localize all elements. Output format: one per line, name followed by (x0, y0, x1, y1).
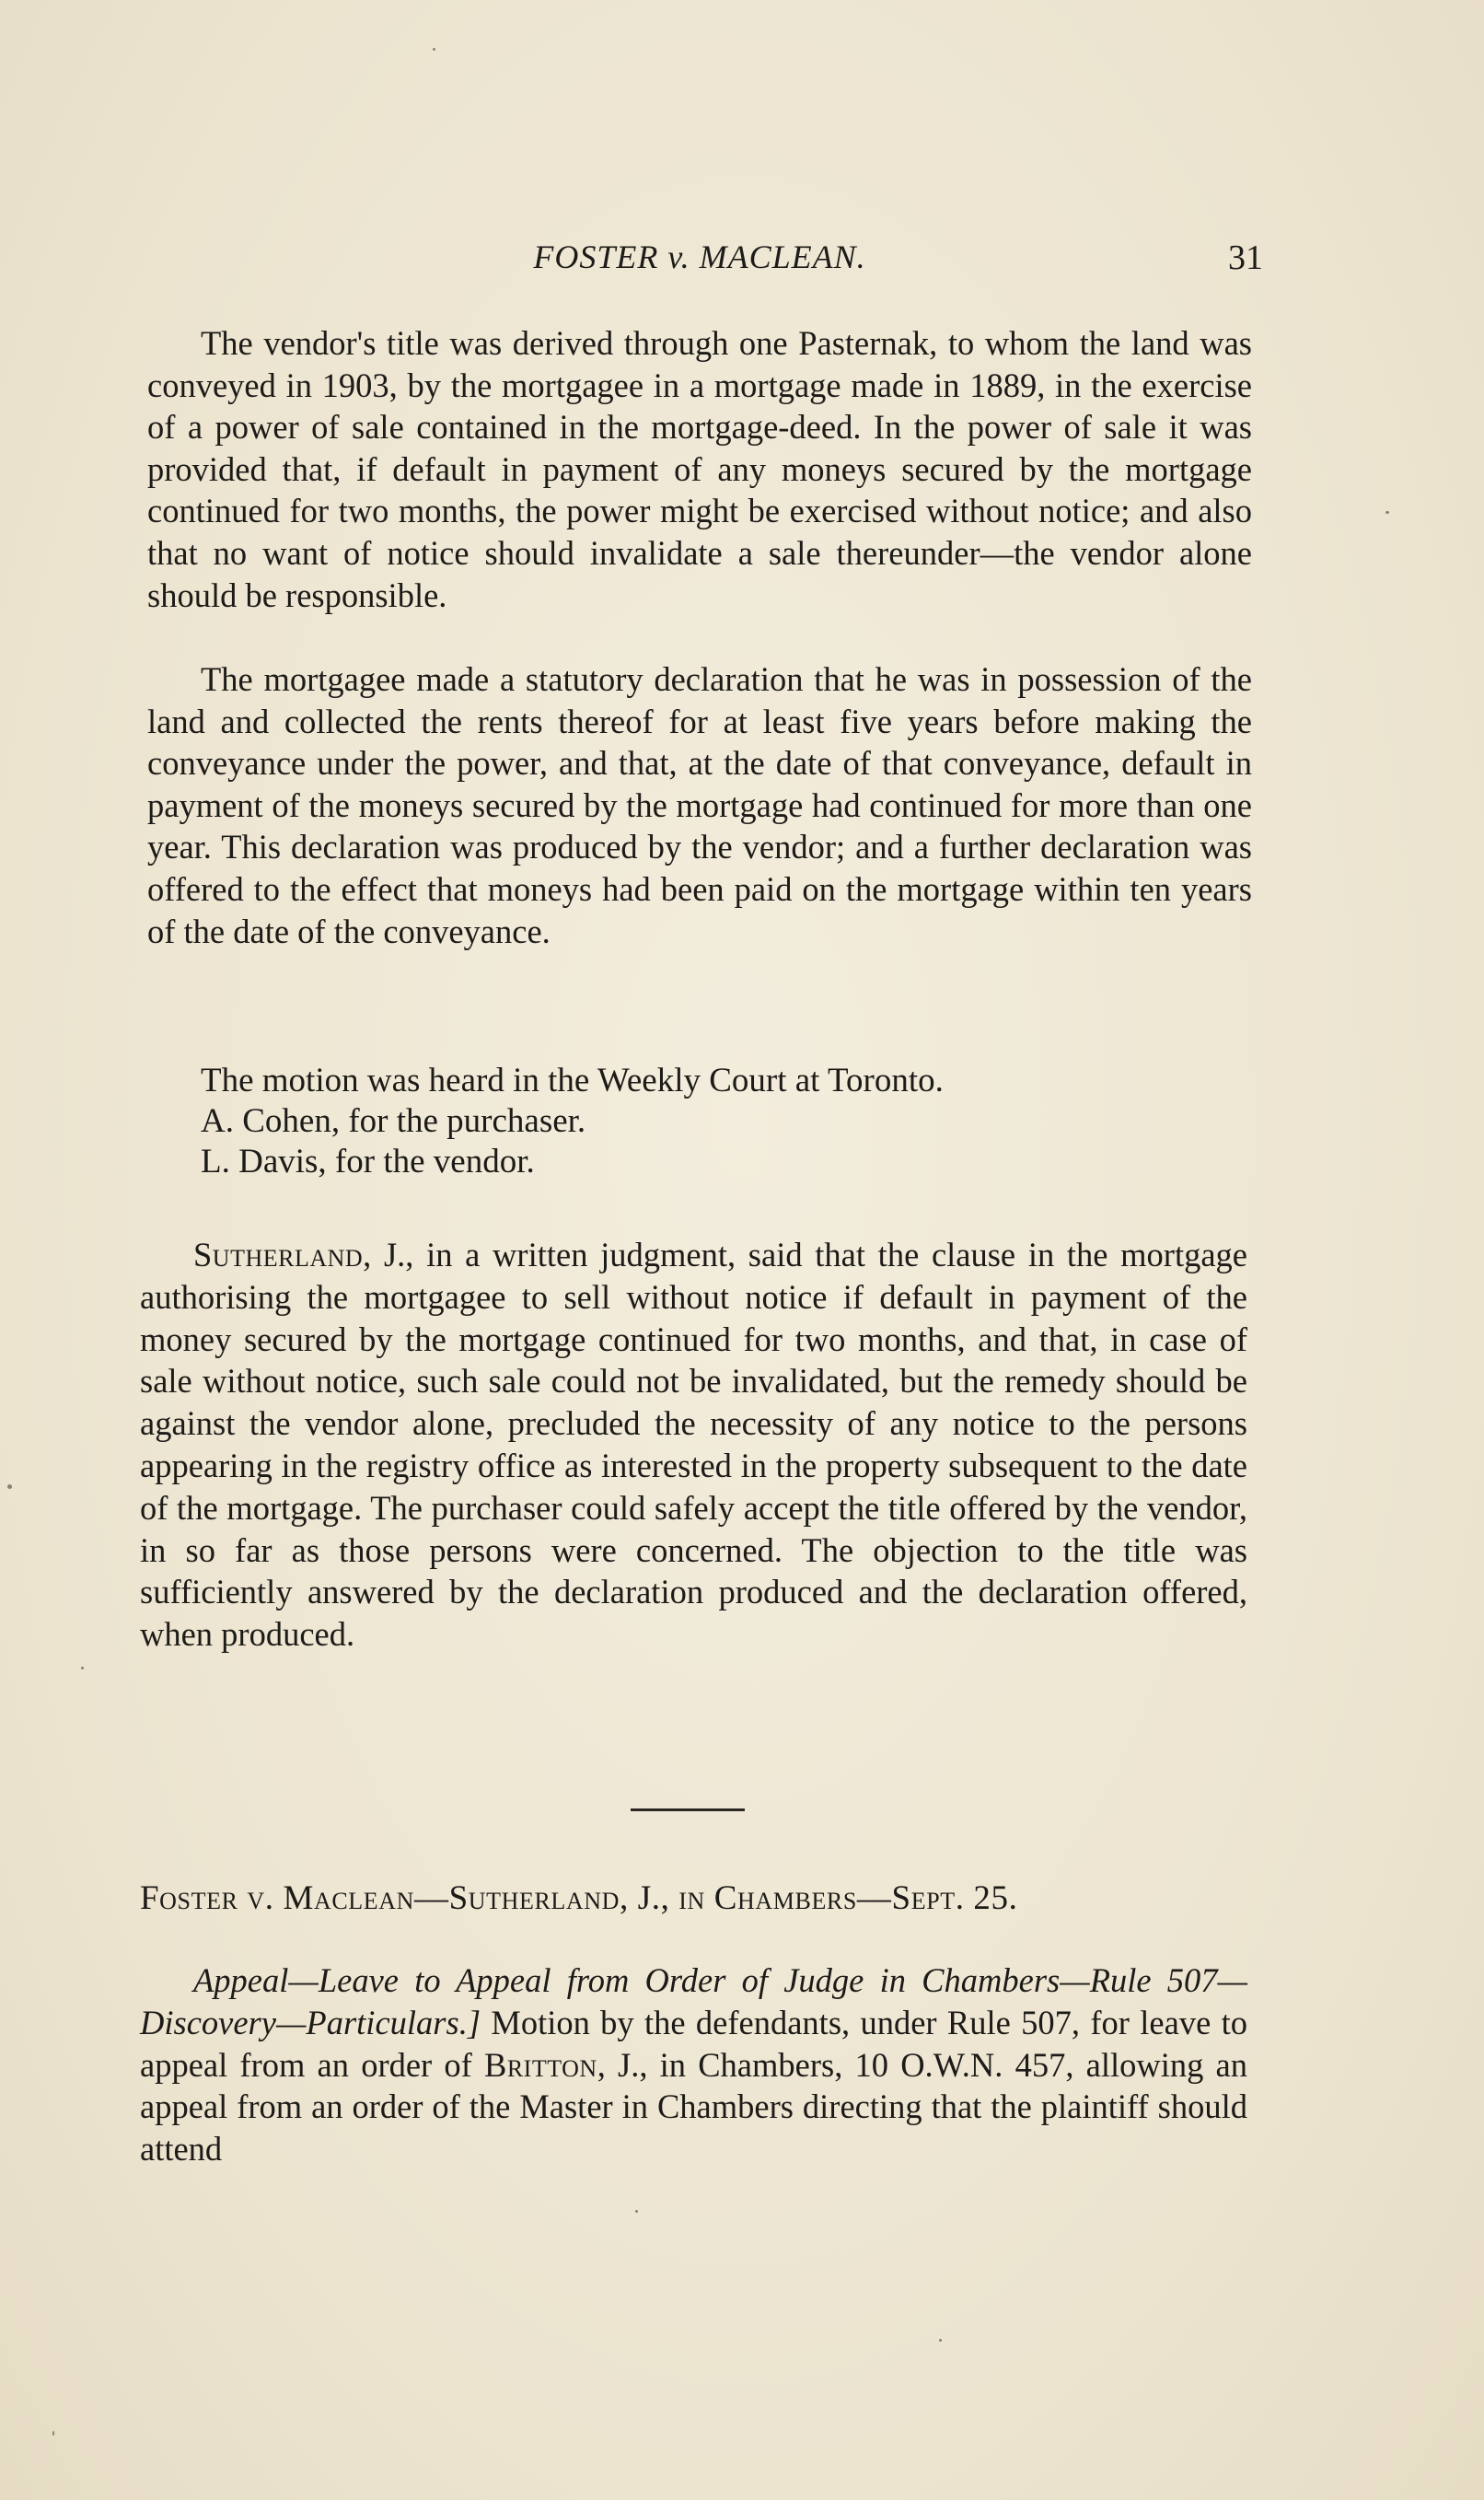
paper-speck (939, 2339, 942, 2342)
paper-speck (7, 1484, 12, 1489)
page-number: 31 (1228, 238, 1263, 277)
hearing-court: The motion was heard in the Weekly Court at Toronto. (201, 1062, 944, 1099)
running-title: FOSTER v. MACLEAN. (533, 238, 866, 275)
case-headnote (140, 1959, 1247, 2170)
paper-speck (52, 2431, 54, 2436)
paper-speck (81, 1667, 84, 1669)
paper-speck (1385, 511, 1389, 514)
judgment-body: , J., in a written judgment, said that the clause in the mortgage authorising the mortgagee to sell without notice if default in payment of the money secured by the mortgage continued for two months, and that, in case of sale without notice, such sale could not be invalidated, but the remedy should be against the vendor alone, precluded the necessity of any notice to the persons appearing in the registry office as interested in the property subsequent to the date of the mortgage. The purchaser could safely accept the title offered by the vendor, in so far as those persons were concerned. The objection to the title was sufficiently answered by the declaration produced and the declaration offered, when produced. (140, 1236, 1247, 1654)
paragraph-text: The mortgagee made a statutory declaration that he was in possession of the land and collected the rents thereof for at least five years before making the conveyance under the power, and that, at the date of that conveyance, default in payment of the moneys secured by the mortgage had continued for more than one year. This declaration was produced by the vendor; and a further declaration was offered to the effect that moneys had been paid on the mortgage within ten years of the date of the conveyance. (147, 660, 1252, 950)
counsel-vendor: L. Davis, for the vendor. (201, 1143, 535, 1180)
catchwords: Appeal—Leave to Appeal from Order of Judge in Chambers—Rule 507—Discovery—Particulars.] (140, 1961, 1247, 2041)
paper-speck (635, 2210, 638, 2213)
headnote-body-a: Motion by the defendants, under Rule 507, for leave to appeal from an order of (140, 2003, 1247, 2084)
running-head (147, 238, 1263, 284)
hearing-notes (201, 1061, 1250, 1182)
case-heading: Foster v. Maclean—Sutherland, J., in Chambers—Sept. 25. (140, 1879, 1018, 1917)
judgment-text (140, 1234, 1247, 1656)
section-divider (631, 1808, 745, 1811)
headnote-text (140, 1959, 1247, 2170)
paper-speck (433, 48, 435, 51)
judge-name: Britton (483, 2045, 597, 2084)
paragraph-text: The vendor's title was derived through one Pasternak, to whom the land was conveyed in 1903, by the mortgagee in a mortgage made in 1889, in the exercise of a power of sale contained in the mortgage-deed. In the power of sale it was provided that, if default in payment of any moneys secured by the mortgage continued for two months, the power might be exercised without notice; and also that no want of notice should invalidate a sale thereunder—the vendor alone should be responsible. (147, 324, 1252, 614)
counsel-purchaser: A. Cohen, for the purchaser. (201, 1102, 586, 1140)
paragraph-vendor-title (147, 322, 1252, 616)
judge-name: Sutherland (193, 1236, 364, 1273)
judgment-paragraph (140, 1234, 1247, 1656)
headnote-body-b: , J., in Chambers, 10 O.W.N. 457, allowing an appeal from an order of the Master in Chambers directing that the plaintiff should attend (140, 2045, 1248, 2169)
paragraph-statutory-declaration (147, 658, 1252, 952)
